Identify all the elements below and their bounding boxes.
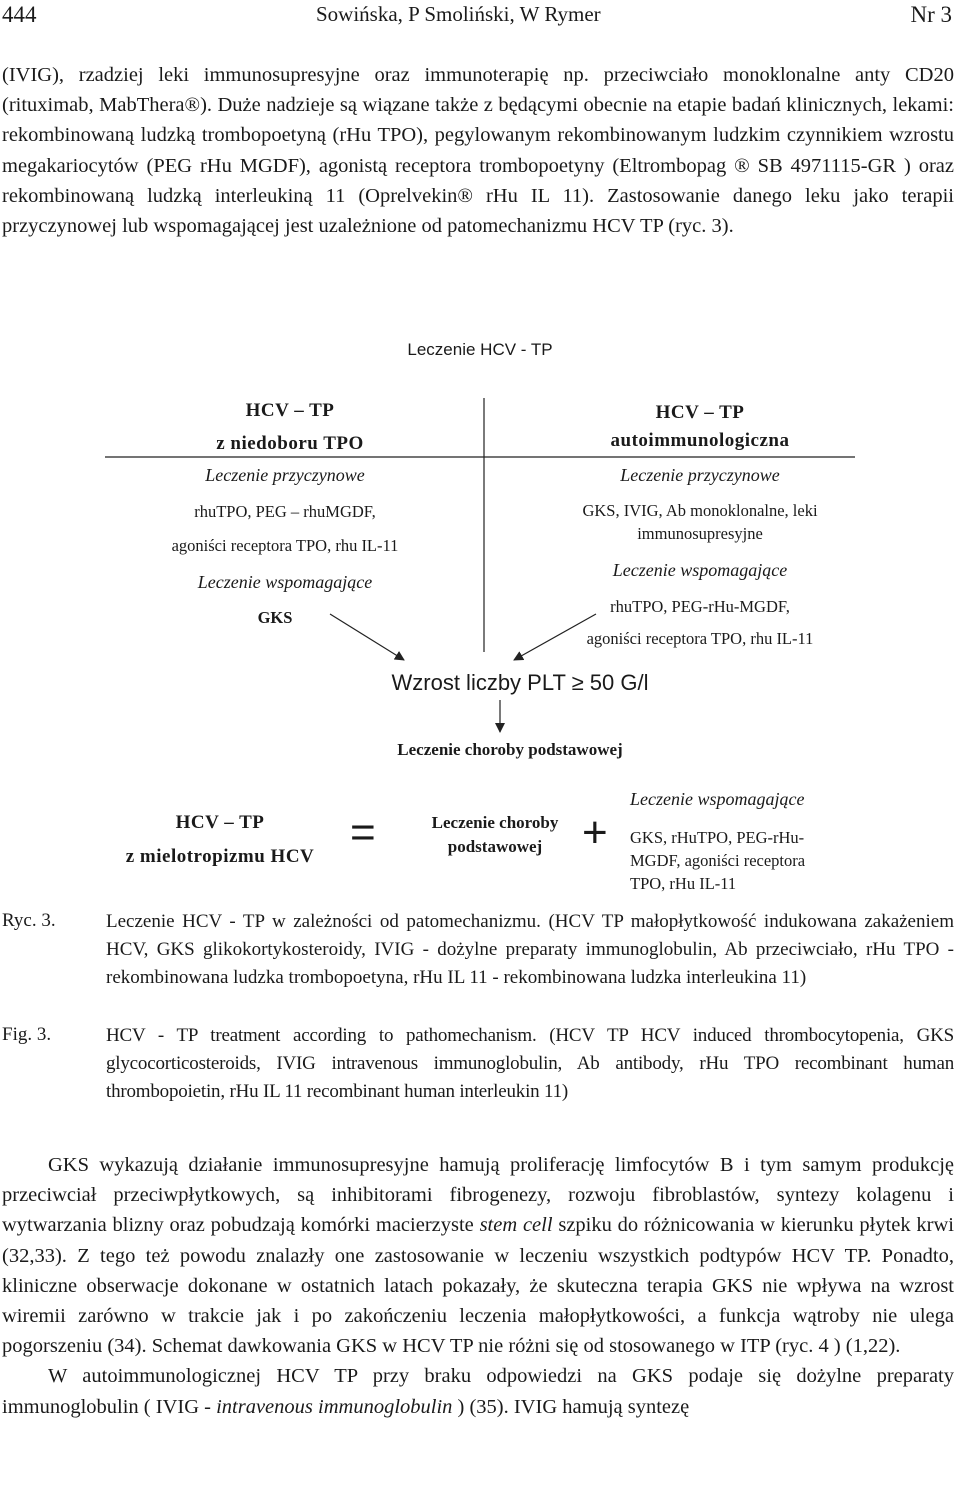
equation-rhs-line-3: TPO, rHu IL-11 xyxy=(630,874,737,893)
plus-sign: + xyxy=(582,808,608,857)
equation-lhs-line-2: z mielotropizmu HCV xyxy=(125,846,315,867)
equation-rhs-line-2: MGDF, agoniści receptora xyxy=(630,851,806,870)
equals-sign: = xyxy=(350,808,376,857)
body-text xyxy=(2,1150,954,1422)
figure-title: Leczenie HCV - TP xyxy=(407,340,553,359)
caption-en-label: Fig. 3. xyxy=(2,1024,52,1045)
left-heading-2: z niedoboru TPO xyxy=(216,433,364,454)
equation-lhs-line-1: HCV – TP xyxy=(175,812,265,833)
left-support-label: Leczenie wspomagające xyxy=(197,572,373,592)
left-heading-1: HCV – TP xyxy=(245,400,335,421)
right-support-line-2: agoniści receptora TPO, rhu IL-11 xyxy=(586,629,814,648)
right-support-label: Leczenie wspomagające xyxy=(612,560,788,580)
body-p2-italic: intravenous immunoglobulin xyxy=(216,1395,453,1418)
page-number: 444 xyxy=(2,2,37,27)
body-paragraph-1 xyxy=(2,1150,954,1361)
right-causal-label: Leczenie przyczynowe xyxy=(620,465,780,485)
right-heading-2: autoimmunologiczna xyxy=(610,430,790,451)
body-p2-part-1: W autoimmunologicznej HCV TP przy braku odpowiedzi na GKS podaje się dożylne preparaty immunoglobulin ( IVIG - xyxy=(2,1365,954,1418)
caption-en-text: HCV - TP treatment according to pathomechanism. (HCV TP HCV induced thrombocytopenia, GKS glycocorticosteroids, IVIG intravenous immunoglobulin, Ab antibody, rHu TPO recombinant human thrombopoietin, rHu IL 11 recombinant human interleukin 11) xyxy=(106,1025,954,1102)
body-p1-part-2: szpiku do różnicowania w kierunku płytek krwi (32,33). Z tego też powodu znalazły one zastosowanie w leczeniu wszystkich podtypów HCV TP. Ponadto, kliniczne obserwacje dokonane w ostatnich latach pokazały, że skuteczna terapia GKS nie wpływa na wzrost wiremii zarówno w trakcie jak i po zakończeniu leczenia małopłytkowości, a funkcja wątroby nie ulega pogorszeniu (34). Schemat dawkowania GKS w HCV TP nie różni się od stosowanego w ITP (ryc. 4 ) (1,22). xyxy=(2,1214,955,1358)
left-causal-label: Leczenie przyczynowe xyxy=(205,465,365,485)
plt-result: Wzrost liczby PLT ≥ 50 G/l xyxy=(391,670,649,695)
issue-number: Nr 3 xyxy=(910,2,952,27)
body-paragraph-2 xyxy=(2,1361,954,1421)
body-p1-italic: stem cell xyxy=(479,1214,553,1237)
intro-paragraph-text: (IVIG), rzadziej leki immunosupresyjne oraz immunoterapię np. przeciwciało monoklonalne anty CD20 (rituximab, MabThera®). Duże nadzieje są wiązane także z będącymi obecnie na etapie badań klinicznych, lekami: rekombinowaną ludzką trombopoetyną (rHu TPO), pegylowanym rekombinowanym ludzkim czynnikiem wzrostu megakariocytów (PEG rHu MGDF), agonistą receptora trombopoetyny (Eltrombopag ® SB 4971115-GR ) oraz rekombinowaną ludzką interleukiną 11 (Oprelvekin® rHu IL 11). Zastosowanie danego leku jako terapii przyczynowej lub wspomagającej jest uzależnione od patomechanizmu HCV TP (ryc. 3). xyxy=(2,64,954,238)
body-p2-part-2: ) (35). IVIG hamują syntezę xyxy=(452,1395,690,1418)
right-causal-line-1: GKS, IVIG, Ab monoklonalne, leki xyxy=(582,501,818,520)
caption-pl-label: Ryc. 3. xyxy=(2,910,56,931)
running-title: Sowińska, P Smoliński, W Rymer xyxy=(316,2,601,26)
right-support-line-1: rhuTPO, PEG-rHu-MGDF, xyxy=(610,597,790,616)
left-support-text: GKS xyxy=(257,608,293,627)
base-treatment: Leczenie choroby podstawowej xyxy=(397,740,623,759)
right-heading-1: HCV – TP xyxy=(655,402,745,423)
caption-pl-text: Leczenie HCV - TP w zależności od patomechanizmu. (HCV TP małopłytkowość indukowana zakażeniem HCV, GKS glikokortykosteroidy, IVIG - dożylne preparaty immunoglobulin, Ab przeciwciało, rHu TPO - rekombinowana ludzka trombopoetyna, rHu IL 11 - rekombinowana ludzka interleukina 11) xyxy=(106,911,954,988)
equation-rhs-line-1: GKS, rHuTPO, PEG-rHu- xyxy=(630,828,805,847)
equation-mid-line-2: podstawowej xyxy=(447,837,543,856)
body-p1-part-1: GKS wykazują działanie immunosupresyjne hamują proliferację limfocytów B i tym samym produkcję przeciwciał przeciwpłytkowych, są inhibitorami fibrogenezy, rozwoju fibroblastów, syntezy kolagenu i wytwarzania blizny oraz pobudzają komórki macierzyste xyxy=(2,1154,954,1237)
right-causal-line-2: immunosupresyjne xyxy=(637,524,763,543)
arrow-left-to-plt xyxy=(330,614,404,660)
equation-rhs-label: Leczenie wspomagające xyxy=(630,789,805,809)
equation-mid-line-1: Leczenie choroby xyxy=(431,813,559,832)
left-causal-line-1: rhuTPO, PEG – rhuMGDF, xyxy=(194,502,376,521)
left-causal-line-2: agoniści receptora TPO, rhu IL-11 xyxy=(171,536,399,555)
